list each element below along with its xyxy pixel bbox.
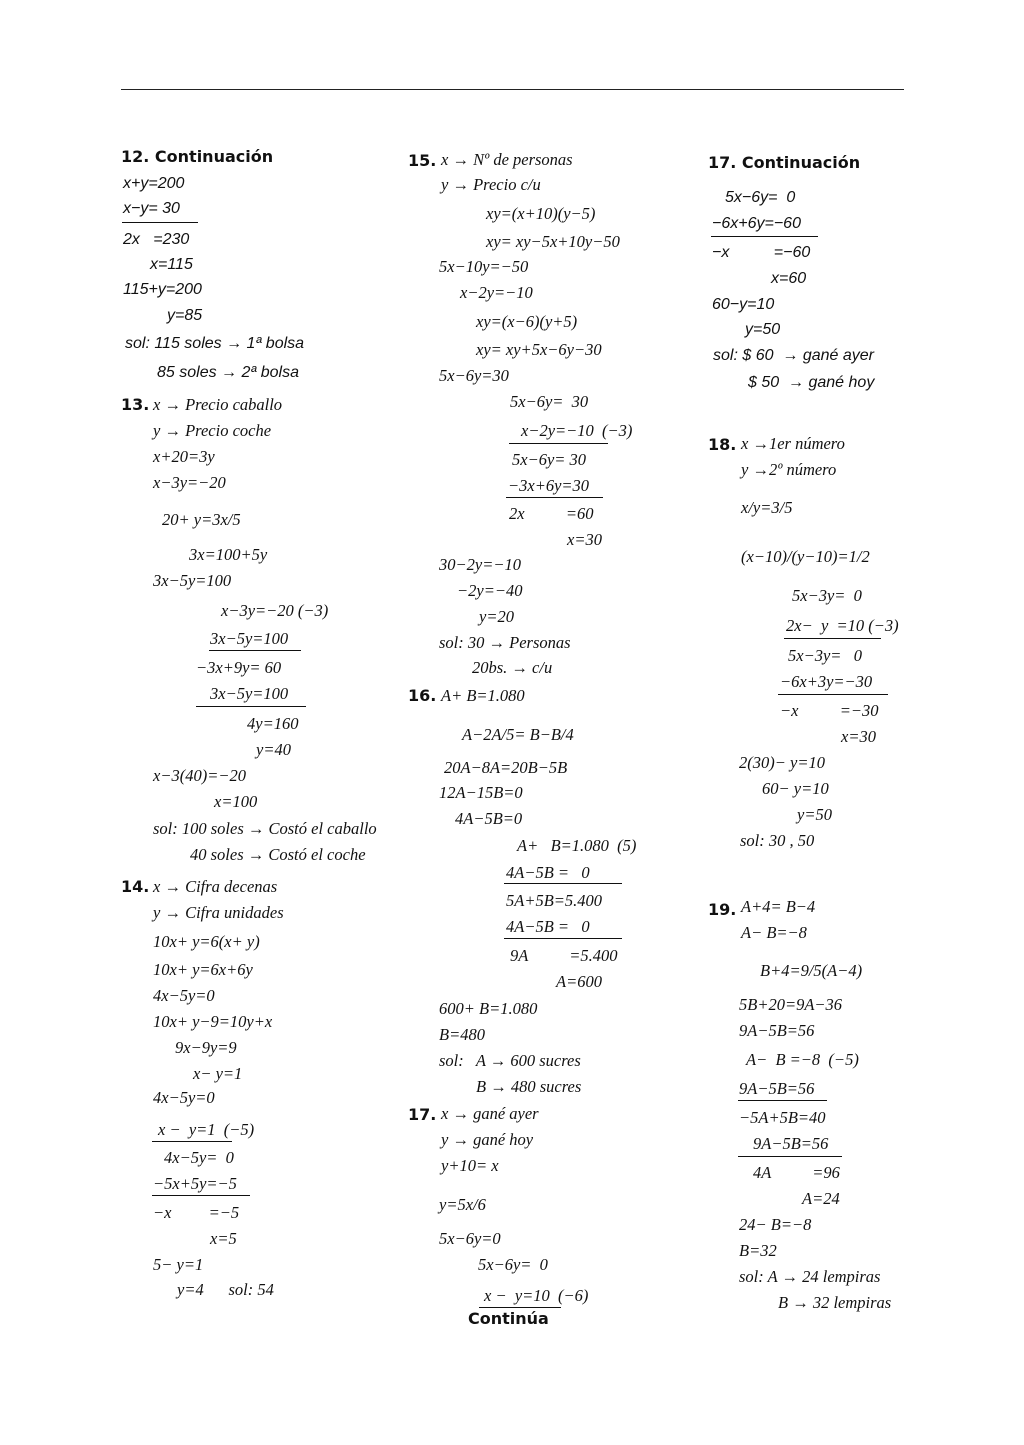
sum-rule [152, 1195, 250, 1196]
equation: 9x−9y=9 [175, 1038, 237, 1057]
equation: 2x− y =10 (−3) [786, 616, 899, 635]
equation: A+ B=1.080 (5) [517, 836, 637, 855]
equation: y=40 [256, 740, 291, 759]
equation-fraction: y=5x/6 [439, 1195, 486, 1214]
equation: 5x−6y= 30 [512, 450, 587, 469]
sum-rule [738, 1156, 842, 1157]
sum-rule [122, 222, 198, 223]
solution-line: sol: 100 soles → Costó el caballo [153, 819, 377, 838]
equation: 10x+ y=6(x+ y) [153, 932, 260, 951]
equation: −3x+9y= 60 [196, 658, 282, 677]
equation: −x =−60 [712, 244, 811, 261]
equation: 5x−6y=30 [439, 366, 509, 385]
equation: 2x =230 [123, 231, 190, 248]
equation-fraction: A−2A/5= B−B/4 [462, 725, 574, 744]
equation: 9A−5B=56 [739, 1079, 815, 1098]
equation: 9A =5.400 [510, 946, 618, 965]
sum-rule [509, 443, 608, 444]
header-rule [121, 89, 904, 90]
equation: y=50 [745, 321, 781, 338]
equation: 600+ B=1.080 [439, 999, 538, 1018]
equation: x−3y=−20 (−3) [221, 601, 329, 620]
solution-line: sol: 30 , 50 [740, 831, 815, 850]
sum-rule [778, 694, 888, 695]
equation: 2x =60 [509, 504, 594, 523]
equation: x → Precio caballo [153, 395, 283, 414]
equation: 12A−15B=0 [439, 783, 523, 802]
problem-17-number: 17. [408, 1105, 437, 1124]
equation: 4x−5y=0 [153, 1088, 215, 1107]
equation: x−2y=−10 (−3) [521, 421, 633, 440]
equation: 9A−5B=56 [753, 1134, 829, 1153]
sum-rule [152, 1141, 232, 1142]
problem-12-heading: 12. Continuación [121, 147, 274, 166]
equation: x−3y=−20 [153, 473, 226, 492]
equation: A=600 [556, 972, 602, 991]
equation: A+ B=1.080 [441, 686, 525, 705]
sum-rule [504, 938, 622, 939]
equation: x=30 [841, 727, 876, 746]
equation: 3x=100+5y [189, 545, 268, 564]
equation: x+20=3y [153, 447, 215, 466]
equation-fraction: B+4=9/5(A−4) [760, 961, 863, 980]
sum-rule [738, 1100, 827, 1101]
sum-rule [711, 236, 818, 237]
equation: 5x−6y=0 [439, 1229, 501, 1248]
equation: xy= xy−5x+10y−50 [486, 232, 620, 251]
equation: −6x+3y=−30 [780, 672, 873, 691]
equation: −5x+5y=−5 [153, 1174, 237, 1193]
equation: 20A−8A=20B−5B [444, 758, 568, 777]
equation: y=85 [167, 307, 203, 324]
equation: 4A =96 [753, 1163, 840, 1182]
equation: A=24 [802, 1189, 840, 1208]
equation: 5− y=1 [153, 1255, 204, 1274]
solution-line: 85 soles → 2ª bolsa [157, 364, 299, 381]
equation-fraction: x/y=3/5 [741, 498, 793, 517]
equation: x − y=1 (−5) [158, 1120, 255, 1139]
equation: xy= xy+5x−6y−30 [476, 340, 602, 359]
equation: 60−y=10 [712, 296, 775, 313]
problem-13-number: 13. [121, 395, 150, 414]
equation: 5x−6y= 0 [725, 189, 796, 206]
equation: y → Precio coche [153, 421, 272, 440]
equation: −6x+6y=−60 [712, 215, 801, 232]
equation: 4A−5B = 0 [506, 863, 590, 882]
equation: x → Cifra decenas [153, 877, 278, 896]
equation: 24− B=−8 [739, 1215, 812, 1234]
equation: 2(30)− y=10 [739, 753, 825, 772]
problem-19-number: 19. [708, 900, 737, 919]
solution-line: sol: 30 → Personas [439, 633, 571, 652]
equation: 4A−5B = 0 [506, 917, 590, 936]
sum-rule [504, 883, 622, 884]
problem-18-number: 18. [708, 435, 737, 454]
solution-line: 20bs. → c/u [472, 658, 553, 677]
equation: −2y=−40 [457, 581, 523, 600]
solution-line: $ 50 → gané hoy [748, 374, 875, 391]
sum-rule [784, 638, 881, 639]
equation: A− B =−8 (−5) [746, 1050, 859, 1069]
equation: 3x−5y=100 [210, 684, 289, 703]
equation: y+10= x [441, 1156, 499, 1175]
solution-line: sol: A → 600 sucres [439, 1051, 581, 1070]
equation: −x =−5 [153, 1203, 240, 1222]
equation: −3x+6y=30 [508, 476, 590, 495]
equation: x=30 [567, 530, 602, 549]
equation: 115+y=200 [123, 281, 202, 298]
solution-line: sol: A → 24 lempiras [739, 1267, 881, 1286]
solution-line: B → 32 lempiras [778, 1293, 892, 1312]
equation: 5x−6y= 30 [510, 392, 589, 411]
equation: 5B+20=9A−36 [739, 995, 843, 1014]
equation: 9A−5B=56 [739, 1021, 815, 1040]
equation: A− B=−8 [741, 923, 807, 942]
equation: y →2º número [741, 460, 837, 479]
equation: 5x−10y=−50 [439, 257, 529, 276]
equation: xy=(x−6)(y+5) [476, 312, 578, 331]
equation: 3x−5y=100 [210, 629, 289, 648]
solution-line: 40 soles → Costó el coche [190, 845, 366, 864]
equation: x → gané ayer [441, 1104, 539, 1123]
sum-rule [209, 650, 301, 651]
equation: xy=(x+10)(y−5) [486, 204, 596, 223]
equation: 3x−5y=100 [153, 571, 232, 590]
equation: x−3(40)=−20 [153, 766, 246, 785]
equation: B=32 [739, 1241, 777, 1260]
sum-rule [506, 497, 603, 498]
equation: −5A+5B=40 [739, 1108, 826, 1127]
equation: 4y=160 [247, 714, 299, 733]
solution-line: y=4 sol: 54 [177, 1280, 274, 1299]
equation: 60− y=10 [762, 779, 829, 798]
equation: 5x−3y= 0 [788, 646, 863, 665]
equation: x → Nº de personas [441, 150, 573, 169]
equation: x−2y=−10 [460, 283, 533, 302]
equation: 4A−5B=0 [455, 809, 523, 828]
equation: 10x+ y=6x+6y [153, 960, 253, 979]
continued-label: Continúa [468, 1309, 549, 1328]
equation: x−y= 30 [123, 200, 180, 217]
equation: y → gané hoy [441, 1130, 534, 1149]
problem-14-number: 14. [121, 877, 150, 896]
equation: A+4= B−4 [741, 897, 816, 916]
equation: x=60 [771, 270, 807, 287]
equation: 4x−5y=0 [153, 986, 215, 1005]
equation: B=480 [439, 1025, 485, 1044]
equation: −x =−30 [780, 701, 879, 720]
problem-15-number: 15. [408, 151, 437, 170]
equation: x − y=10 (−6) [484, 1286, 589, 1305]
problem-17-continued-heading: 17. Continuación [708, 153, 861, 172]
solution-line: B → 480 sucres [476, 1077, 582, 1096]
equation: 5x−6y= 0 [478, 1255, 548, 1274]
equation: x=100 [214, 792, 258, 811]
equation: y=20 [479, 607, 514, 626]
solution-line: sol: $ 60 → gané ayer [713, 347, 874, 364]
equation: x− y=1 [193, 1064, 243, 1083]
equation: x=115 [150, 256, 193, 273]
equation: 4x−5y= 0 [164, 1148, 234, 1167]
equation-fraction: (x−10)/(y−10)=1/2 [741, 547, 870, 566]
equation: y → Cifra unidades [153, 903, 284, 922]
equation: y=50 [797, 805, 832, 824]
equation: y → Precio c/u [441, 175, 541, 194]
sum-rule [479, 1307, 561, 1308]
sum-rule [196, 706, 306, 707]
equation: 10x+ y−9=10y+x [153, 1012, 273, 1031]
equation: 5x−3y= 0 [792, 586, 862, 605]
equation: 5A+5B=5.400 [506, 891, 603, 910]
solution-line: sol: 115 soles → 1ª bolsa [125, 335, 305, 352]
problem-16-number: 16. [408, 686, 437, 705]
equation: x+y=200 [123, 175, 185, 192]
equation: 30−2y=−10 [439, 555, 521, 574]
equation: x=5 [210, 1229, 237, 1248]
equation-fraction: 20+ y=3x/5 [162, 510, 241, 529]
equation: x →1er número [741, 434, 845, 453]
